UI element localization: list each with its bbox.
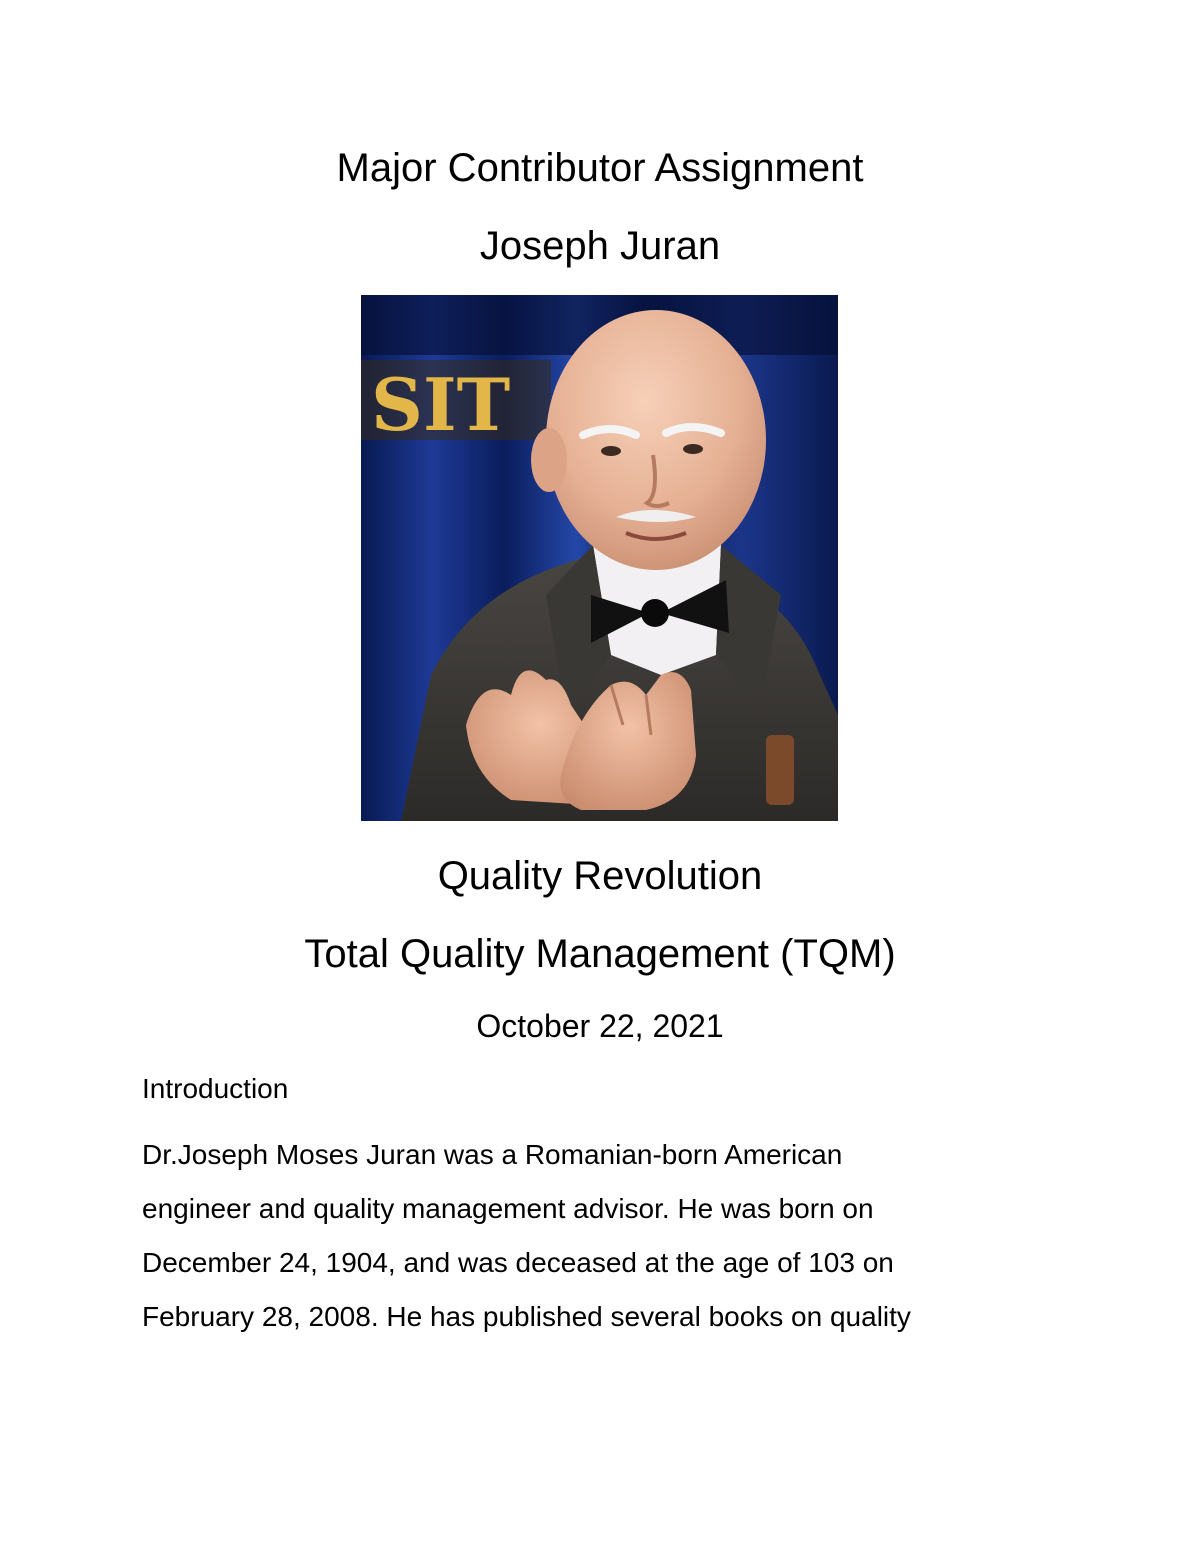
document-title: Major Contributor Assignment xyxy=(336,146,864,190)
paragraph-line: engineer and quality management advisor. He was born on xyxy=(142,1193,874,1224)
introduction-heading: Introduction xyxy=(142,1073,289,1104)
heading-tqm: Total Quality Management (TQM) xyxy=(304,932,896,976)
paragraph-line: February 28, 2008. He has published several books on quality xyxy=(142,1301,911,1332)
gold-sign xyxy=(361,360,551,447)
heading-quality-revolution: Quality Revolution xyxy=(437,854,763,898)
paragraph-line: Dr.Joseph Moses Juran was a Romanian-born American xyxy=(142,1139,843,1170)
head xyxy=(546,310,766,570)
document-date: October 22, 2021 xyxy=(476,1008,724,1044)
document-subject: Joseph Juran xyxy=(479,224,721,268)
paragraph-line: December 24, 1904, and was deceased at the age of 103 on xyxy=(142,1247,894,1278)
svg-text:SIT: SIT xyxy=(371,362,511,447)
portrait-photo xyxy=(361,295,838,821)
introduction-paragraph xyxy=(142,1128,1022,1344)
